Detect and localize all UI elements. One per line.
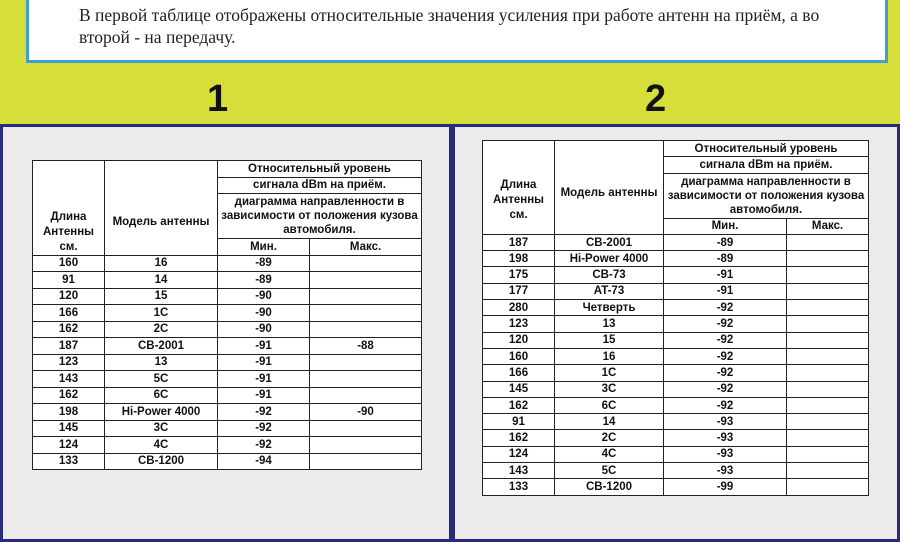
cell-model: 13 (555, 316, 664, 332)
header-max: Макс. (310, 239, 422, 256)
cell-max (787, 381, 869, 397)
cell-max (310, 387, 422, 404)
table-row (483, 348, 869, 364)
cell-max (310, 272, 422, 289)
table-row (33, 255, 422, 272)
table-row (33, 305, 422, 322)
transmit-table (482, 140, 869, 496)
cell-max (787, 267, 869, 283)
cell-min: -92 (664, 300, 787, 316)
table-row (33, 437, 422, 454)
cell-length: 175 (483, 267, 555, 283)
cell-max (787, 479, 869, 495)
header-model: Модель антенны (555, 141, 664, 235)
header-max: Макс. (787, 218, 869, 234)
cell-max (787, 446, 869, 462)
cell-min: -91 (218, 387, 310, 404)
table-row (483, 283, 869, 299)
cell-min: -93 (664, 430, 787, 446)
cell-model: CB-2001 (555, 234, 664, 250)
cell-model: 6C (105, 387, 218, 404)
cell-length: 160 (33, 255, 105, 272)
cell-length: 145 (483, 381, 555, 397)
cell-min: -94 (218, 453, 310, 470)
cell-length: 123 (33, 354, 105, 371)
table-row (483, 463, 869, 479)
header-model: Модель антенны (105, 161, 218, 256)
cell-model: 14 (105, 272, 218, 289)
cell-min: -89 (664, 234, 787, 250)
table1-number: 1 (207, 78, 229, 120)
cell-length: 162 (33, 321, 105, 338)
cell-max (310, 354, 422, 371)
table-row (483, 316, 869, 332)
cell-length: 91 (483, 414, 555, 430)
intro-text: В первой таблице отображены относительные значения усиления при работе антенн на приём, а во второй - на передачу. (79, 5, 820, 47)
table-row (33, 404, 422, 421)
cell-min: -92 (664, 348, 787, 364)
cell-length: 133 (483, 479, 555, 495)
table-row (483, 479, 869, 495)
cell-model: 1C (555, 365, 664, 381)
cell-length: 166 (33, 305, 105, 322)
cell-model: 6C (555, 397, 664, 413)
cell-min: -92 (664, 381, 787, 397)
cell-max (310, 288, 422, 305)
cell-min: -92 (218, 404, 310, 421)
cell-model: AT-73 (555, 283, 664, 299)
cell-max (310, 321, 422, 338)
cell-length: 145 (33, 420, 105, 437)
table-row (483, 300, 869, 316)
cell-length: 198 (33, 404, 105, 421)
cell-length: 162 (483, 430, 555, 446)
header-level-line1: Относительный уровень (218, 161, 422, 178)
cell-min: -92 (218, 420, 310, 437)
table2-number: 2 (645, 78, 667, 120)
cell-min: -92 (664, 316, 787, 332)
cell-model: 16 (555, 348, 664, 364)
cell-model: Четверть (555, 300, 664, 316)
table-row (483, 234, 869, 250)
cell-model: CB-1200 (105, 453, 218, 470)
cell-length: 177 (483, 283, 555, 299)
cell-model: 4C (555, 446, 664, 462)
cell-length: 160 (483, 348, 555, 364)
header-length: Длина Антенны см. (483, 141, 555, 235)
cell-min: -99 (664, 479, 787, 495)
cell-model: 5C (105, 371, 218, 388)
cell-model: 15 (555, 332, 664, 348)
cell-min: -92 (664, 332, 787, 348)
table-row (33, 420, 422, 437)
cell-model: 3C (105, 420, 218, 437)
cell-min: -93 (664, 414, 787, 430)
cell-model: 3C (555, 381, 664, 397)
table-row (483, 414, 869, 430)
cell-length: 198 (483, 251, 555, 267)
cell-max (787, 316, 869, 332)
intro-box (26, 0, 888, 63)
cell-max (787, 283, 869, 299)
cell-model: 15 (105, 288, 218, 305)
table-row (33, 321, 422, 338)
cell-length: 162 (33, 387, 105, 404)
cell-min: -91 (218, 338, 310, 355)
cell-length: 143 (33, 371, 105, 388)
cell-max (787, 251, 869, 267)
header-level-line1: Относительный уровень (664, 141, 869, 157)
table1-panel (0, 124, 452, 542)
table-row (483, 365, 869, 381)
cell-length: 280 (483, 300, 555, 316)
cell-length: 124 (483, 446, 555, 462)
cell-length: 124 (33, 437, 105, 454)
cell-length: 162 (483, 397, 555, 413)
cell-model: CB-73 (555, 267, 664, 283)
cell-length: 143 (483, 463, 555, 479)
table-row (483, 267, 869, 283)
cell-model: Hi-Power 4000 (555, 251, 664, 267)
cell-max (787, 365, 869, 381)
table-row (483, 381, 869, 397)
cell-max (787, 234, 869, 250)
cell-model: 13 (105, 354, 218, 371)
cell-min: -89 (218, 272, 310, 289)
table-row (483, 397, 869, 413)
cell-max (310, 371, 422, 388)
cell-length: 187 (483, 234, 555, 250)
cell-model: CB-2001 (105, 338, 218, 355)
cell-min: -91 (664, 283, 787, 299)
cell-min: -92 (218, 437, 310, 454)
table-row (33, 371, 422, 388)
cell-min: -92 (664, 365, 787, 381)
header-length: Длина Антенны см. (33, 161, 105, 256)
header-min: Мин. (218, 239, 310, 256)
cell-min: -92 (664, 397, 787, 413)
cell-length: 91 (33, 272, 105, 289)
cell-model: 2C (555, 430, 664, 446)
cell-max (310, 453, 422, 470)
cell-length: 166 (483, 365, 555, 381)
cell-min: -91 (218, 354, 310, 371)
table-row (483, 251, 869, 267)
cell-max (787, 397, 869, 413)
cell-min: -93 (664, 446, 787, 462)
table-row (33, 354, 422, 371)
cell-max (787, 348, 869, 364)
table-row (33, 387, 422, 404)
cell-length: 187 (33, 338, 105, 355)
receive-table (32, 160, 422, 470)
cell-model: CB-1200 (555, 479, 664, 495)
cell-max: -88 (310, 338, 422, 355)
cell-max (310, 305, 422, 322)
cell-min: -90 (218, 321, 310, 338)
cell-model: Hi-Power 4000 (105, 404, 218, 421)
cell-max (787, 430, 869, 446)
cell-max (310, 437, 422, 454)
cell-min: -91 (664, 267, 787, 283)
cell-model: 1C (105, 305, 218, 322)
cell-model: 2C (105, 321, 218, 338)
cell-max (787, 463, 869, 479)
table-row (33, 338, 422, 355)
cell-max (310, 255, 422, 272)
table-row (33, 288, 422, 305)
table-row (483, 430, 869, 446)
table-row (33, 272, 422, 289)
header-level-line2: сигнала dBm на приём. (664, 157, 869, 173)
cell-length: 120 (33, 288, 105, 305)
cell-min: -91 (218, 371, 310, 388)
cell-min: -90 (218, 288, 310, 305)
table-row (483, 446, 869, 462)
header-min: Мин. (664, 218, 787, 234)
header-pattern: диаграмма направленности в зависимости от положения кузова автомобиля. (664, 173, 869, 218)
table-row (33, 453, 422, 470)
cell-min: -89 (218, 255, 310, 272)
cell-min: -89 (664, 251, 787, 267)
cell-length: 120 (483, 332, 555, 348)
cell-min: -93 (664, 463, 787, 479)
header-pattern: диаграмма направленности в зависимости от положения кузова автомобиля. (218, 194, 422, 239)
cell-max (787, 300, 869, 316)
cell-length: 133 (33, 453, 105, 470)
table-row (483, 332, 869, 348)
cell-min: -90 (218, 305, 310, 322)
cell-max (787, 414, 869, 430)
cell-max: -90 (310, 404, 422, 421)
cell-model: 4C (105, 437, 218, 454)
cell-length: 123 (483, 316, 555, 332)
cell-model: 5C (555, 463, 664, 479)
cell-max (787, 332, 869, 348)
table2-panel (452, 124, 900, 542)
header-level-line2: сигнала dBm на приём. (218, 177, 422, 194)
cell-max (310, 420, 422, 437)
cell-model: 16 (105, 255, 218, 272)
cell-model: 14 (555, 414, 664, 430)
